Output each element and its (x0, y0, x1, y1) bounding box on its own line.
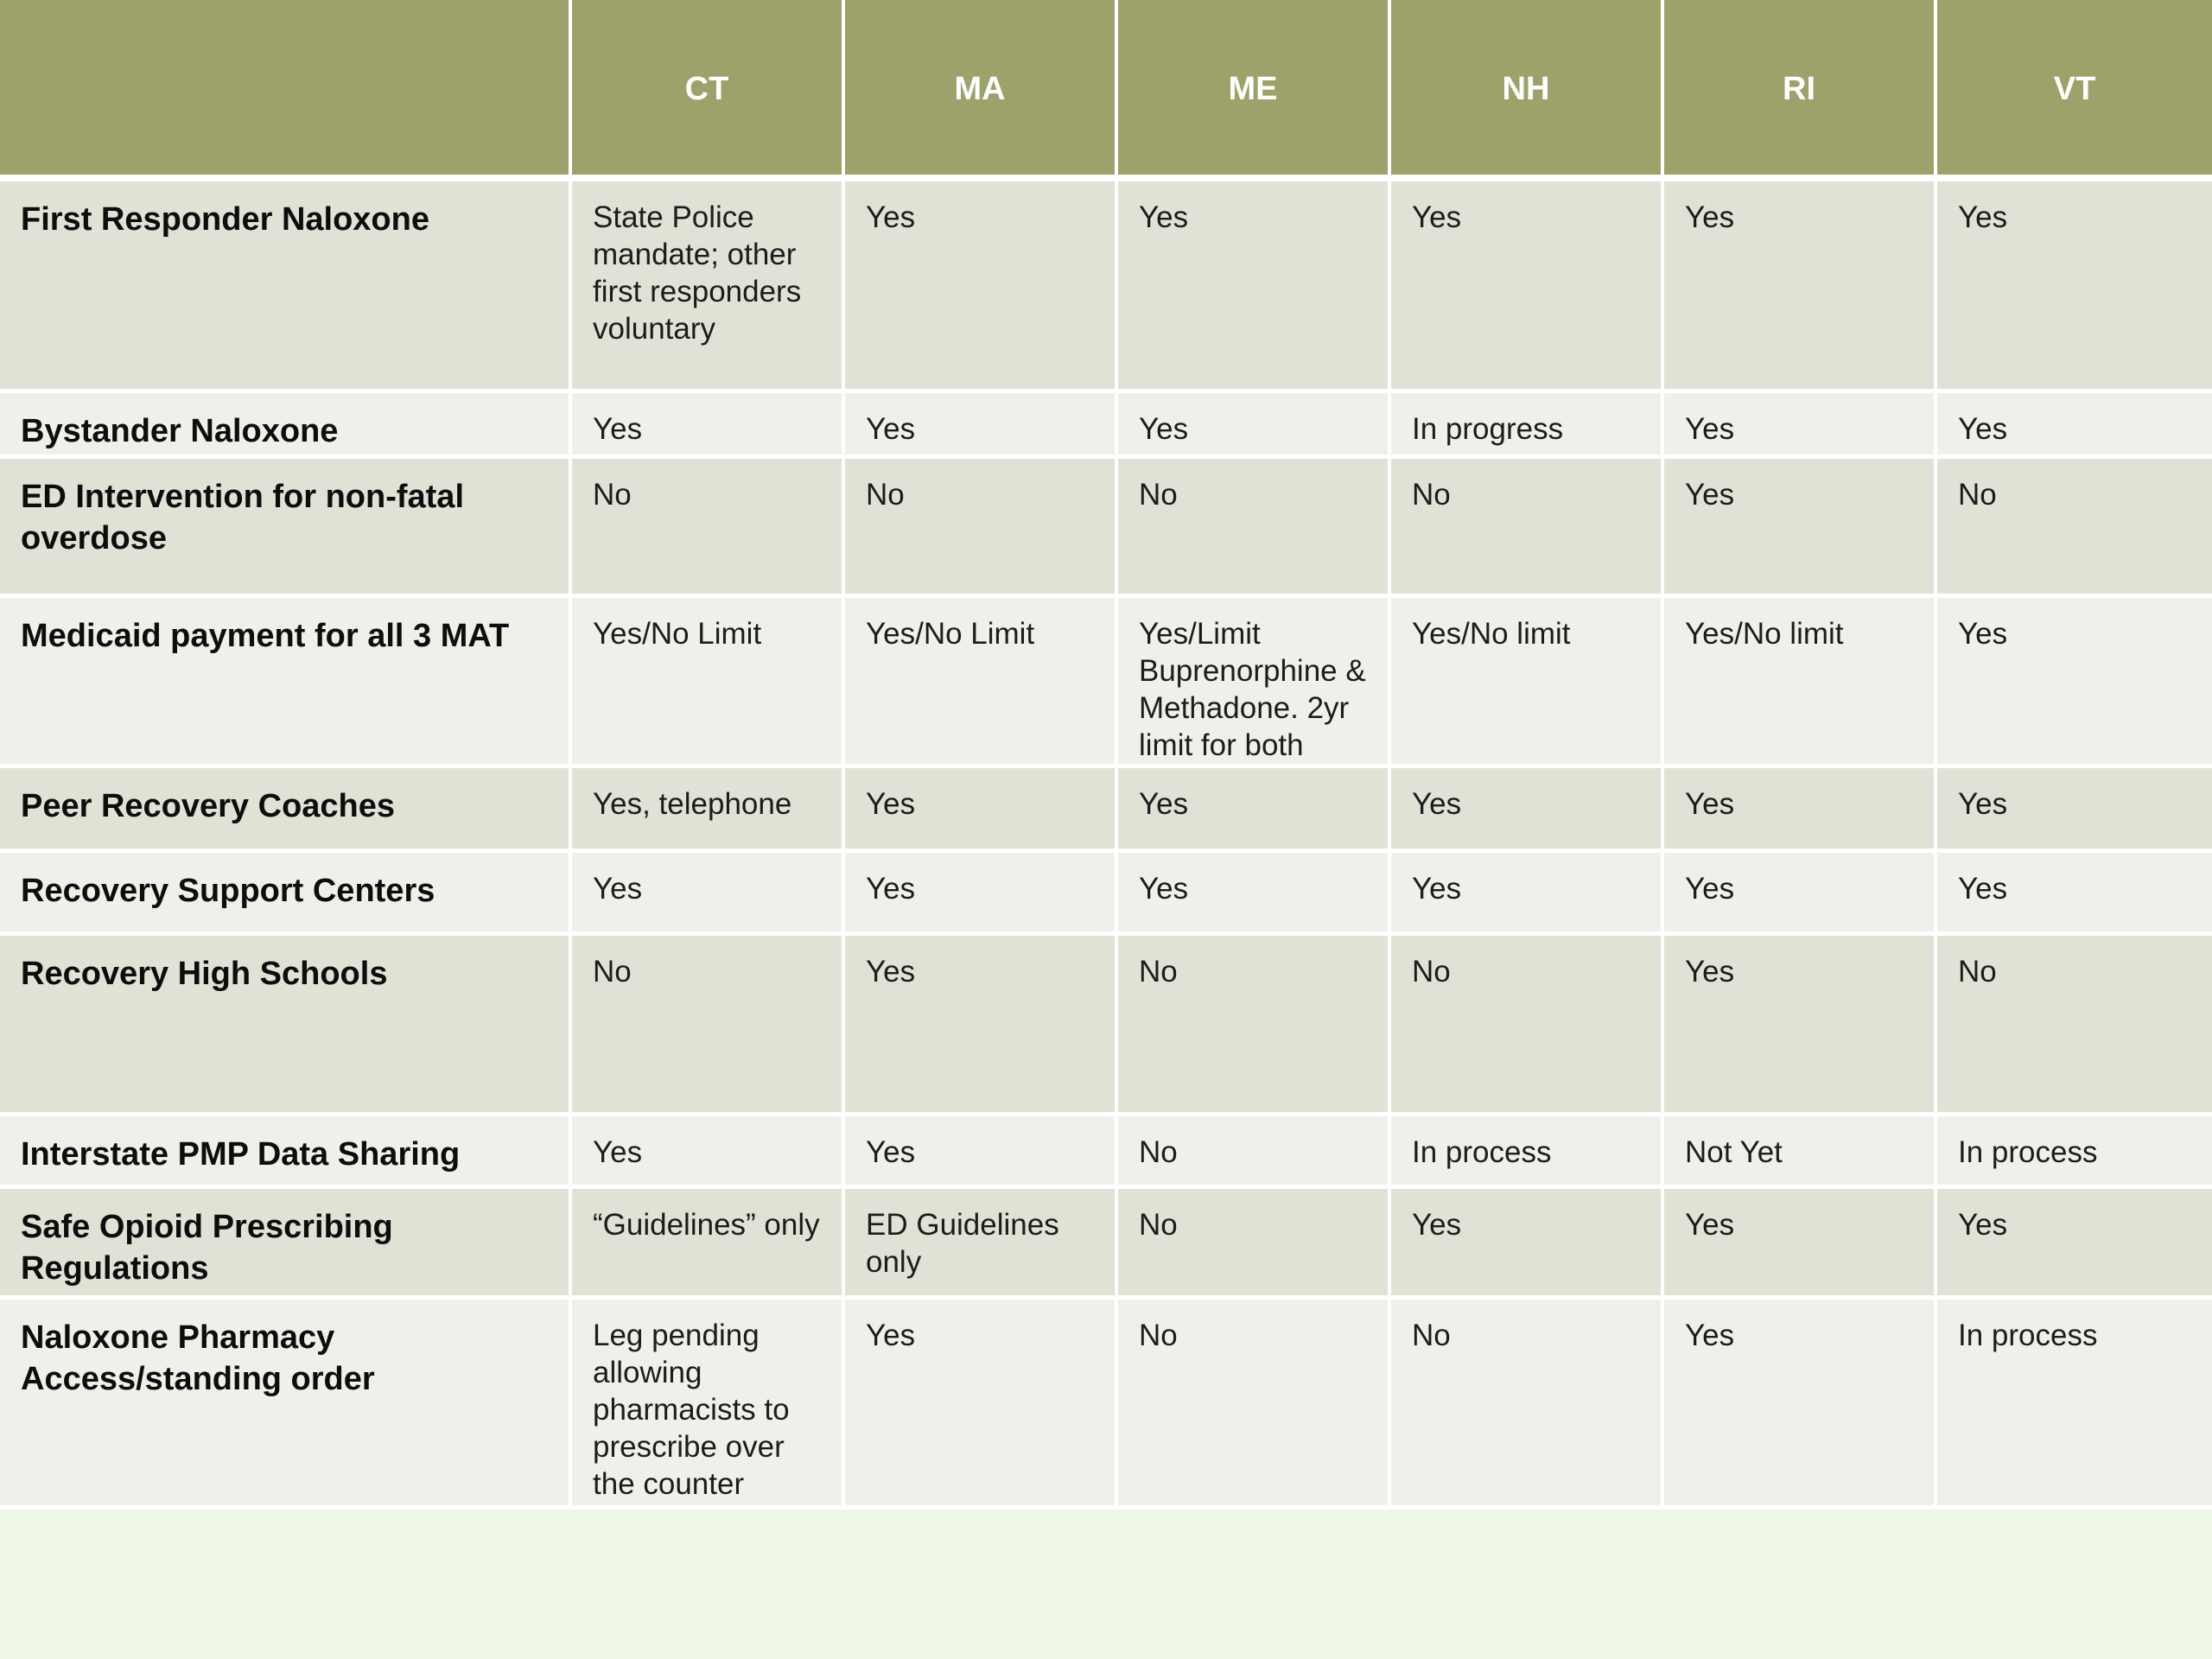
table-cell-me: Yes (1118, 768, 1391, 853)
table-row (0, 853, 2212, 936)
table-cell-vt: Yes (1937, 768, 2212, 853)
table-cell-nh: Yes (1391, 768, 1664, 853)
table-cell-ct: Leg pending allowing pharmacists to prescribe over the counter (572, 1300, 845, 1510)
table-cell-ma: Yes (845, 1300, 1118, 1510)
table-row (0, 1189, 2212, 1300)
table-cell-nh: Yes (1391, 1189, 1664, 1300)
row-label: Medicaid payment for all 3 MAT (0, 598, 572, 768)
table-cell-ri: Not Yet (1664, 1116, 1937, 1189)
table-cell-me: No (1118, 1300, 1391, 1510)
row-label: Naloxone Pharmacy Access/standing order (0, 1300, 572, 1510)
table-cell-nh: In progress (1391, 393, 1664, 459)
table-cell-nh: Yes/No limit (1391, 598, 1664, 768)
table-cell-ct: No (572, 459, 845, 598)
column-header-ct: CT (572, 0, 845, 181)
column-header-ma: MA (845, 0, 1118, 181)
table-row (0, 598, 2212, 768)
table-cell-ri: Yes (1664, 936, 1937, 1116)
table-cell-ct: Yes (572, 1116, 845, 1189)
column-header-me: ME (1118, 0, 1391, 181)
row-label: ED Intervention for non-fatal overdose (0, 459, 572, 598)
table-cell-ma: Yes (845, 393, 1118, 459)
column-header-ri: RI (1664, 0, 1937, 181)
table-cell-nh: In process (1391, 1116, 1664, 1189)
row-label: Peer Recovery Coaches (0, 768, 572, 853)
table-cell-me: No (1118, 1116, 1391, 1189)
table-cell-ri: Yes (1664, 393, 1937, 459)
table-cell-nh: No (1391, 459, 1664, 598)
table-cell-vt: No (1937, 936, 2212, 1116)
table-cell-ma: No (845, 459, 1118, 598)
table-cell-me: Yes (1118, 853, 1391, 936)
table-cell-vt: No (1937, 459, 2212, 598)
table-cell-ri: Yes (1664, 459, 1937, 598)
table-cell-ma: Yes (845, 181, 1118, 393)
table-row (0, 936, 2212, 1116)
table-cell-ct: Yes (572, 393, 845, 459)
table-cell-ri: Yes (1664, 768, 1937, 853)
table-row (0, 768, 2212, 853)
table-cell-me: No (1118, 1189, 1391, 1300)
table-cell-vt: Yes (1937, 181, 2212, 393)
table-cell-ri: Yes/No limit (1664, 598, 1937, 768)
table-cell-nh: No (1391, 936, 1664, 1116)
row-label: First Responder Naloxone (0, 181, 572, 393)
table-cell-vt: Yes (1937, 1189, 2212, 1300)
table-cell-ma: Yes (845, 768, 1118, 853)
table-cell-vt: Yes (1937, 598, 2212, 768)
row-label: Bystander Naloxone (0, 393, 572, 459)
table-cell-me: No (1118, 936, 1391, 1116)
table-cell-ct: Yes, telephone (572, 768, 845, 853)
row-label: Recovery High Schools (0, 936, 572, 1116)
table-cell-nh: No (1391, 1300, 1664, 1510)
table-row (0, 393, 2212, 459)
table-cell-me: Yes (1118, 393, 1391, 459)
column-header-nh: NH (1391, 0, 1664, 181)
table-cell-vt: Yes (1937, 853, 2212, 936)
table-cell-nh: Yes (1391, 181, 1664, 393)
table-cell-ri: Yes (1664, 181, 1937, 393)
column-header-vt: VT (1937, 0, 2212, 181)
row-label: Safe Opioid Prescribing Regulations (0, 1189, 572, 1300)
table-cell-ri: Yes (1664, 853, 1937, 936)
header-row (0, 0, 2212, 181)
table-cell-ri: Yes (1664, 1300, 1937, 1510)
header-corner-cell (0, 0, 572, 181)
table-cell-ct: State Police mandate; other first responders voluntary (572, 181, 845, 393)
table-cell-ma: Yes (845, 853, 1118, 936)
table-cell-ri: Yes (1664, 1189, 1937, 1300)
table-cell-ct: Yes (572, 853, 845, 936)
table-cell-ma: ED Guidelines only (845, 1189, 1118, 1300)
table-cell-ct: Yes/No Limit (572, 598, 845, 768)
table-row (0, 459, 2212, 598)
table-row (0, 181, 2212, 393)
table-cell-vt: Yes (1937, 393, 2212, 459)
table-cell-ma: Yes (845, 936, 1118, 1116)
table-row (0, 1300, 2212, 1510)
table-cell-ct: No (572, 936, 845, 1116)
table-cell-me: Yes (1118, 181, 1391, 393)
table-cell-ma: Yes (845, 1116, 1118, 1189)
table-cell-ma: Yes/No Limit (845, 598, 1118, 768)
table-cell-nh: Yes (1391, 853, 1664, 936)
row-label: Recovery Support Centers (0, 853, 572, 936)
table-row (0, 1116, 2212, 1189)
table-cell-me: No (1118, 459, 1391, 598)
table-cell-vt: In process (1937, 1300, 2212, 1510)
table-cell-me: Yes/Limit Buprenorphine & Methadone. 2yr limit for both (1118, 598, 1391, 768)
table-cell-vt: In process (1937, 1116, 2212, 1189)
table-cell-ct: “Guidelines” only (572, 1189, 845, 1300)
row-label: Interstate PMP Data Sharing (0, 1116, 572, 1189)
